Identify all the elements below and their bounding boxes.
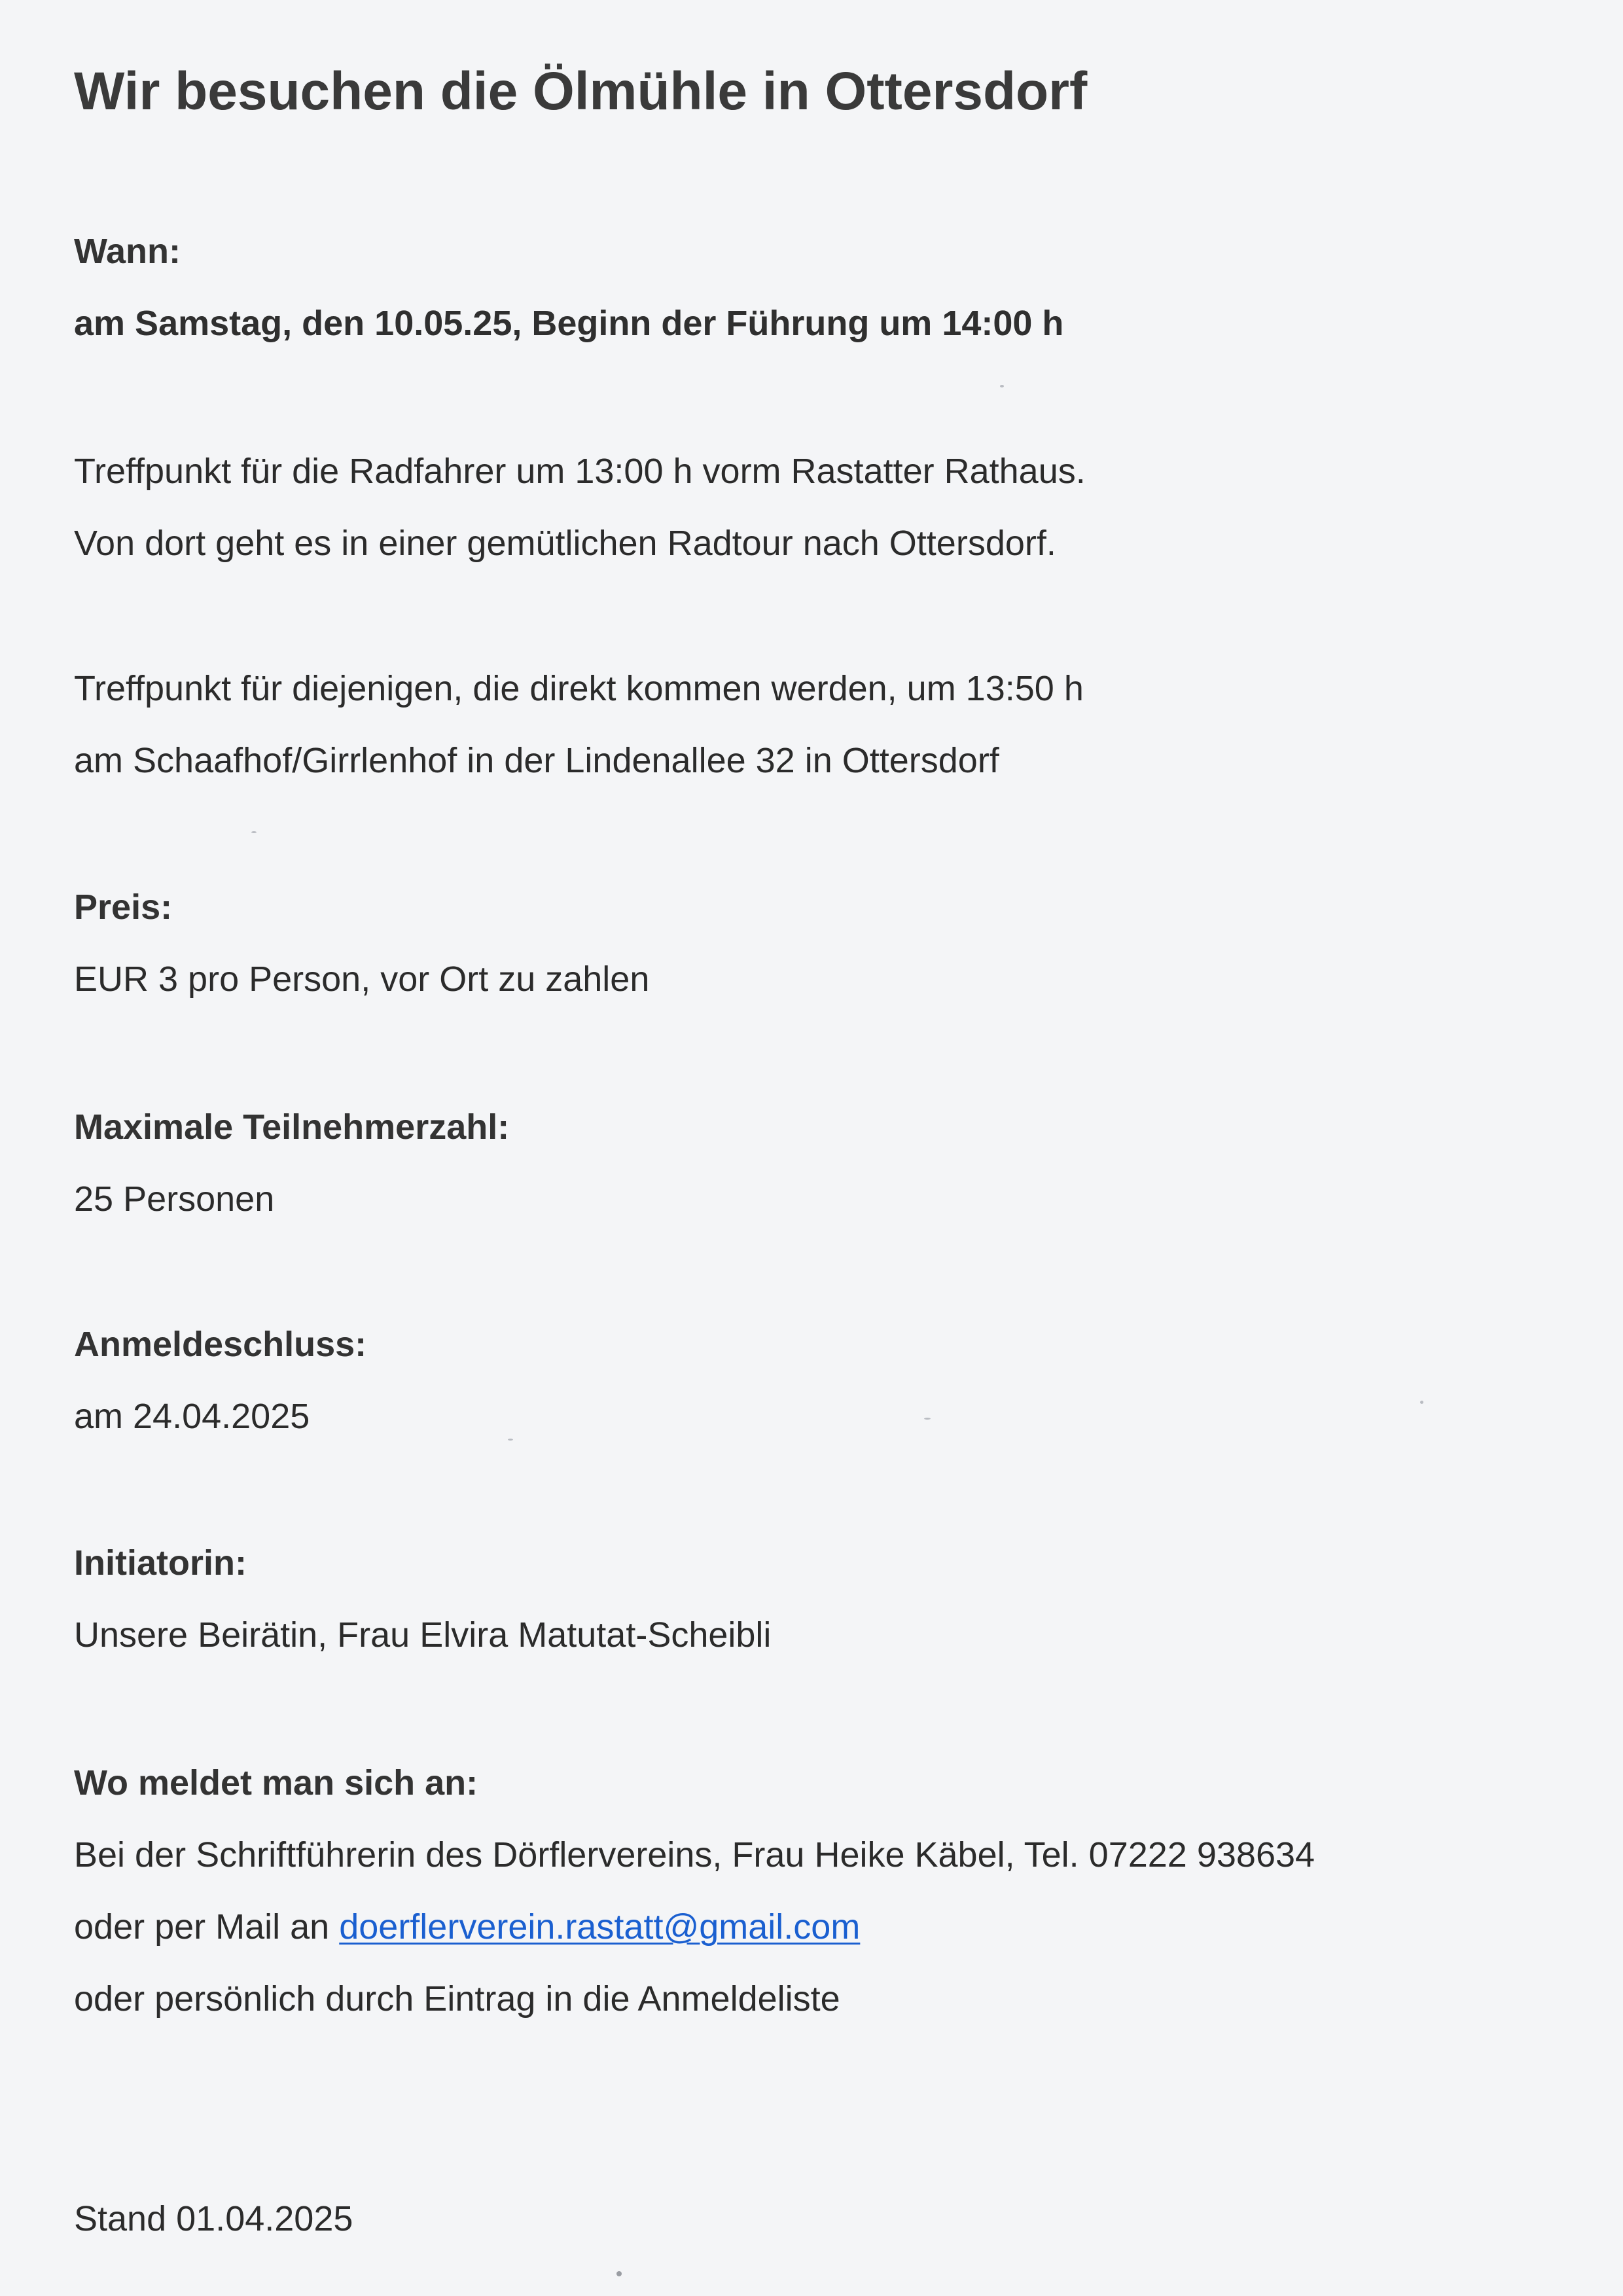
anmeldung-mail <box>74 1906 860 1948</box>
preis-value: EUR 3 pro Person, vor Ort zu zahlen <box>74 960 650 999</box>
radtour-info: Von dort geht es in einer gemütlichen Radtour nach Ottersdorf. <box>74 524 1056 563</box>
anmeldung-telefon: Bei der Schriftführerin des Dörflervereins, Frau Heike Käbel, Tel. 07222 938634 <box>74 1835 1315 1874</box>
scan-speck <box>924 1418 931 1420</box>
treffpunkt-adresse: am Schaafhof/Girrlenhof in der Lindenallee 32 in Ottersdorf <box>74 741 999 780</box>
anmeldeschluss-label: Anmeldeschluss: <box>74 1325 367 1364</box>
anmeldung-persoenlich: oder persönlich durch Eintrag in die Anmeldeliste <box>74 1979 840 2018</box>
email-link[interactable]: doerflerverein.rastatt@gmail.com <box>339 1907 861 1946</box>
wann-datetime: am Samstag, den 10.05.25, Beginn der Führung um 14:00 h <box>74 304 1064 343</box>
treffpunkt-radfahrer: Treffpunkt für die Radfahrer um 13:00 h vorm Rastatter Rathaus. <box>74 452 1086 491</box>
scan-speck <box>616 2271 622 2276</box>
treffpunkt-direkt: Treffpunkt für diejenigen, die direkt kommen werden, um 13:50 h <box>74 669 1084 708</box>
teilnehmer-label: Maximale Teilnehmerzahl: <box>74 1107 510 1147</box>
anmeldung-label: Wo meldet man sich an: <box>74 1763 478 1803</box>
scan-speck <box>1000 385 1004 387</box>
preis-label: Preis: <box>74 888 173 927</box>
wann-label: Wann: <box>74 232 181 271</box>
anmeldeschluss-value: am 24.04.2025 <box>74 1397 310 1436</box>
initiatorin-value: Unsere Beirätin, Frau Elvira Matutat-Scheibli <box>74 1615 772 1655</box>
page-title: Wir besuchen die Ölmühle in Ottersdorf <box>74 62 1088 121</box>
scan-speck <box>508 1439 513 1441</box>
scan-speck <box>1420 1401 1423 1404</box>
teilnehmer-value: 25 Personen <box>74 1179 275 1219</box>
initiatorin-label: Initiatorin: <box>74 1543 247 1583</box>
anmeldung-mail-prefix: oder per Mail an <box>74 1907 340 1946</box>
stand-date: Stand 01.04.2025 <box>74 2199 353 2238</box>
scan-speck <box>251 831 257 833</box>
